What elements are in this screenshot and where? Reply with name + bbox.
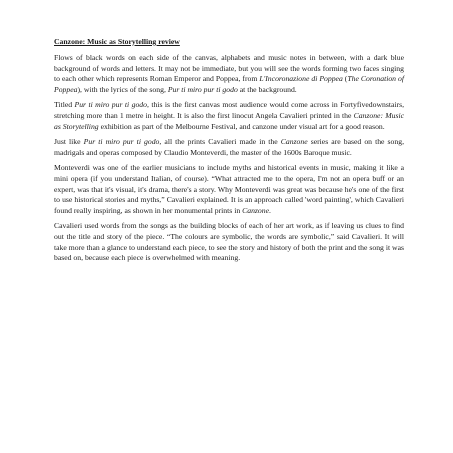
paragraph-text: Cavalieri used words from the songs as the building blocks of each of her art work, as if leaving us clues to find out the title and story of the piece. “The colours are symbolic, the words are symbolic,” said Cavalieri. It will take more than a glance to understand each piece, to see the story and history of both the print and the song it was based on, because each piece is overwhelmed with meaning.	[54, 221, 404, 263]
paragraph-text: ), with the lyrics of the song,	[77, 84, 168, 94]
paragraph-text: at the background.	[237, 84, 297, 94]
paragraph-text: , this is the first canvas most audience would come across in Fortyfivedownstairs, stretching more than 1 metre in height. It is also the first linocut Angela Cavalieri printed in the	[54, 100, 405, 120]
italic-title-text: Canzone: Music as Storytelling	[54, 110, 405, 131]
italic-title-text: The Coronation of Poppea	[54, 74, 404, 94]
document-title: Canzone: Music as Storytelling review	[54, 37, 180, 46]
paragraph-text: .	[269, 205, 271, 215]
paragraph	[54, 163, 404, 216]
italic-title-text: Pur ti miro pur ti godo	[74, 100, 147, 110]
italic-title-text: L'Incoronazione di Poppea	[259, 74, 343, 84]
paragraph-text: exhibition as part of the Melbourne Festival, and canzone under visual art for a good reason.	[98, 121, 385, 131]
paragraph	[54, 137, 404, 158]
paragraph-text: Flows of black words on each side of the canvas, alphabets and music notes in between, with a dark blue background of words and letters. It may not be immediate, but you will see the words forming two faces singing to each other which represents Roman Emperor and Poppea, from	[54, 53, 404, 84]
paragraph-text: (	[342, 74, 348, 84]
paragraph	[54, 53, 404, 95]
italic-title-text: Canzone	[242, 205, 270, 215]
italic-title-text: Pur ti miro pur ti godo	[167, 84, 238, 94]
paragraph-text: series are based on the song, madrigals and operas composed by Claudio Monteverdi, the master of the 1600s Baroque music.	[54, 137, 404, 157]
paragraph-text: Just like	[54, 137, 84, 147]
paragraph-text: Monteverdi was one of the earlier musicians to include myths and historical events in music, making it like a mini opera (if you understand Italian, of course). “What attracted me to the opera, I'm not an opera buff or an expert, was that it's visual, it's drama, there's a story. Why Monteverdi was great was because he's one of the first to use historical stories and myths,” Cavalieri explained. It is an approach called 'word painting', which Cavalieri found really inspiring, as shown in her monumental prints in	[54, 163, 404, 215]
document-body	[54, 53, 404, 264]
paragraph	[54, 221, 404, 263]
italic-title-text: Pur ti miro pur ti godo	[83, 137, 160, 147]
paragraph	[54, 100, 404, 132]
document-page	[54, 37, 404, 269]
paragraph-text: , all the prints Cavalieri made in the	[159, 137, 281, 147]
paragraph-text: Titled	[54, 100, 75, 110]
italic-title-text: Canzone	[280, 137, 308, 147]
